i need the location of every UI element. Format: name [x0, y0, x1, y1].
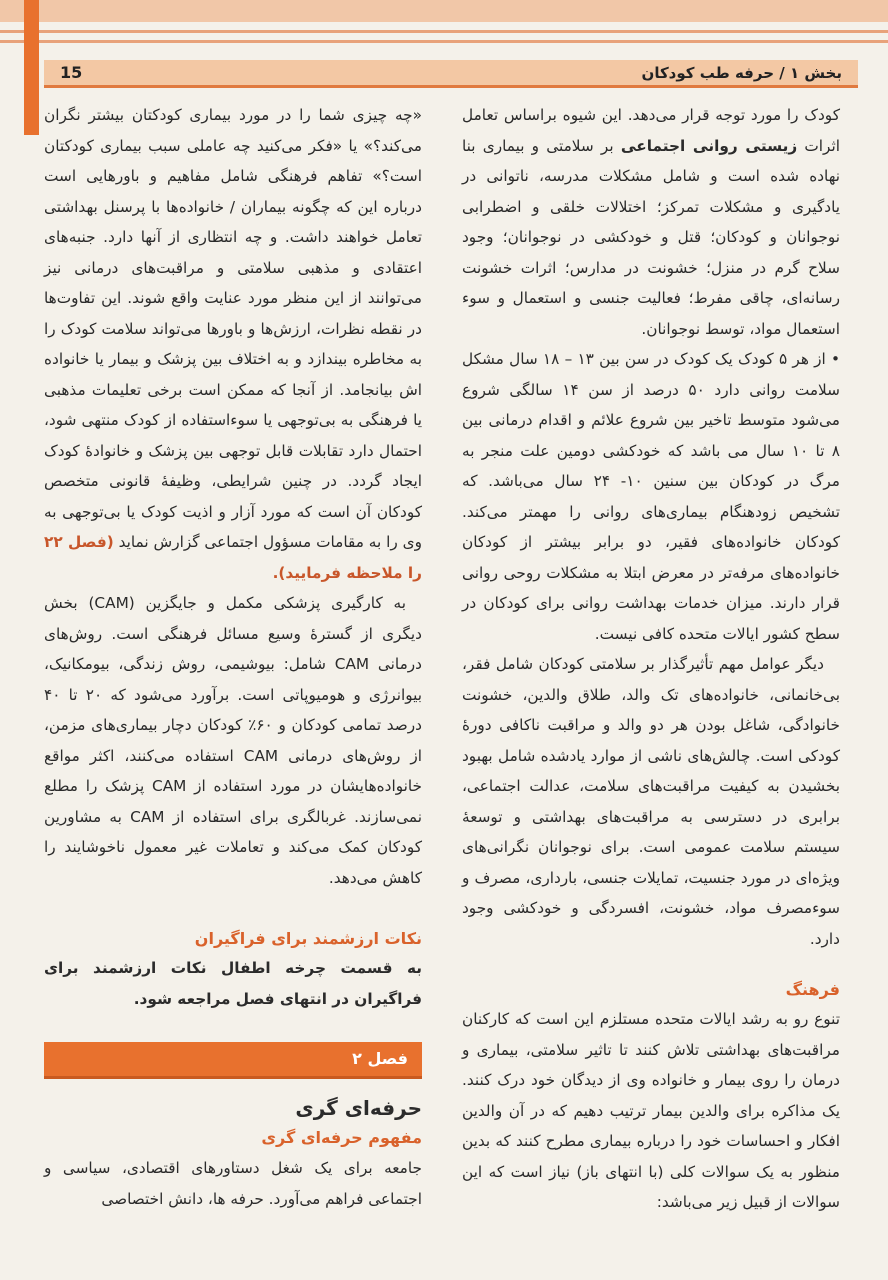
right-para1-bold: زیستی روانی اجتماعی [620, 136, 798, 155]
top-stripe-2 [0, 40, 888, 43]
culture-heading: فرهنگ [785, 980, 840, 999]
chapter-reference: (فصل ۲۲ را ملاحظه فرمایید). [44, 533, 422, 582]
left-para1-text: «چه چیزی شما را در مورد بیماری کودکتان بیشتر نگران می‌کند؟» یا «فکر می‌کنید چه عاملی سبب بیماری کودکتان است؟» تفاهم فرهنگی شامل مفاهیم و باورهایی است درباره این که چگونه بیماران / خانواده‌ها با پرسنل بهداشتی تعامل خواهند داشت. و چه انتظاری از آنها دارد. جنبه‌های اعتقادی و مذهبی سلامتی و مراقبت‌های درمانی نیز می‌توانند از این منظر مورد عنایت واقع شوند. این تفاوت‌ها در نقطه نظرات، ارزش‌ها و باورها می‌تواند سلامت کودک را به مخاطره بیندازد و به اختلاف بین پزشک و بیمار یا خانواده اش بیانجامد. از آنجا که ممکن است برخی تعلیمات مذهبی یا فرهنگی به بی‌توجهی یا سوءاستفاده از کودک منتهی شود، احتمال دارد تقابلات قابل توجهی بین پزشک و خانوادهٔ کودک ایجاد گردد. در چنین شرایطی، وظیفهٔ قانونی متخصص کودکان آن است که مورد آزار و اذیت کودک یا بی‌توجهی به وی را به مقامات مسؤول اجتماعی گزارش نماید [44, 106, 422, 551]
left-column [44, 100, 422, 1214]
chapter-paragraph: جامعه برای یک شغل دستاورهای اقتصادی، سیاسی و اجتماعی فراهم می‌آورد. حرفه ها، دانش اختصاصی [44, 1159, 422, 1208]
key-points-heading: نکات ارزشمند برای فراگیران [194, 929, 422, 948]
chapter-label: فصل ۲ [352, 1048, 408, 1068]
right-paragraph-1 [462, 100, 840, 344]
chapter-title: حرفه‌ای گری [295, 1096, 422, 1120]
header-separator: / [779, 63, 785, 82]
top-stripe-1 [0, 30, 888, 33]
key-points-text: به قسمت چرخه اطفال نکات ارزشمند برای فراگیران در انتهای فصل مراجعه شود. [44, 959, 422, 1008]
right-paragraph-2: دیگر عوامل مهم تأثیرگذار بر سلامتی کودکان شامل فقر، بی‌خانمانی، خانواده‌های تک والد، طلاق والدین، خشونت خانوادگی، شاغل بودن هر دو والد و مراقبت ناکافی دورهٔ کودکی است. چالش‌های ناشی از موارد یادشده شامل بهبود بخشیدن به کیفیت مراقبت‌های سلامت، عدالت اجتماعی، برابری در دسترسی به مراقبت‌های بهداشتی و توسعهٔ سیستم سلامت عمومی است. برای نوجوانان نگرانی‌های ویژه‌ای در مورد جنسیت، تمایلات جنسی، بارداری، مصرف و سوءمصرف مواد، خشونت، افسردگی و خودکشی وجود دارد. [462, 655, 840, 948]
header-section: بخش ۱ [789, 63, 842, 82]
chapter-bar [44, 1042, 422, 1079]
left-paragraph-1 [44, 100, 422, 588]
header-book-title: حرفه طب کودکان [641, 63, 775, 82]
right-para1-text-a: کودک را مورد توجه قرار می‌دهد. این شیوه براساس تعامل اثرات [462, 106, 840, 155]
bullet-paragraph: • از هر ۵ کودک یک کودک در سن بین ۱۳ – ۱۸ سال مشکل سلامت روانی دارد ۵۰ درصد از سن ۱۴ سالگی شروع می‌شود متوسط تاخیر بین شروع علائم و اقدام درمانی بین ۸ تا ۱۰ سال می باشد که خودکشی دومین علت منجر به مرگ در کودکان بین سنین ۱۰- ۲۴ سال می‌باشد. که تشخیص زودهنگام بیماری‌های روانی را مهمتر می‌کند. کودکان خانواده‌های فقیر، دو برابر بیشتر از کودکان خانواده‌های مرفه‌تر در معرض ابتلا به مشکلات روحی روانی قرار دارند. میزان خدمات بهداشت روانی برای کودکان در سطح کشور ایالات متحده کافی نیست. [462, 350, 840, 643]
culture-paragraph: تنوع رو به رشد ایالات متحده مستلزم این است که کارکنان مراقبت‌های بهداشتی تلاش کنند تا تاثیر سلامتی، بیماری و درمان را روی بیمار و خانواده وی از دیدگان خود درک کنند. یک مذاکره برای والدین بیمار ترتیب دهیم که در آن والدین افکار و احساسات خود را درباره بیماری مطرح کنند که بدین منظور به یک سوالات کلی (با انتهای باز) نیاز است که این سوالات از قبیل زیر می‌باشد: [462, 1010, 840, 1211]
chapter-sub-heading: مفهوم حرفه‌ای گری [261, 1128, 422, 1147]
header-title [642, 64, 842, 82]
top-decorative-band [0, 0, 888, 22]
left-paragraph-2: به کارگیری پزشکی مکمل و جایگزین (CAM) بخش دیگری از گسترهٔ وسیع مسائل فرهنگی است. روش‌های درمانی CAM شامل: بیوشیمی، روش زندگی، بیومکانیک، بیوانرژی و هومیوپاتی است. برآورد می‌شود که ۲۰ تا ۴۰ درصد تمامی کودکان و ۶۰٪ کودکان دچار بیماری‌های مزمن، از روش‌های درمانی CAM استفاده می‌کنند، اکثر مواقع خانواده‌هایشان در مورد استفاده از CAM پزشک را مطلع نمی‌سازند. غربالگری برای استفاده از CAM به مشاورین کودکان کمک می‌کند و تعاملات غیر معمول ناخوشایند را کاهش می‌دهد. [44, 594, 423, 887]
chapter-side-tab [24, 0, 39, 135]
right-column [462, 100, 840, 1218]
right-para1-text-b: بر سلامتی و بیماری بنا نهاده شده است و شامل مشکلات مدرسه، ناتوانی در یادگیری و مشکلات تمرکز؛ اختلالات خلقی و اضطرابی نوجوانان و کودکان؛ قتل و خودکشی در نوجوانان؛ وجود سلاح گرم در منزل؛ خشونت در مدارس؛ اثرات خشونت رسانه‌ای، چاقی مفرط؛ فعالیت جنسی و استعمال و سوء استعمال مواد، توسط نوجوانان. [462, 136, 840, 338]
running-header [44, 60, 858, 88]
page-number: 15 [60, 63, 83, 82]
